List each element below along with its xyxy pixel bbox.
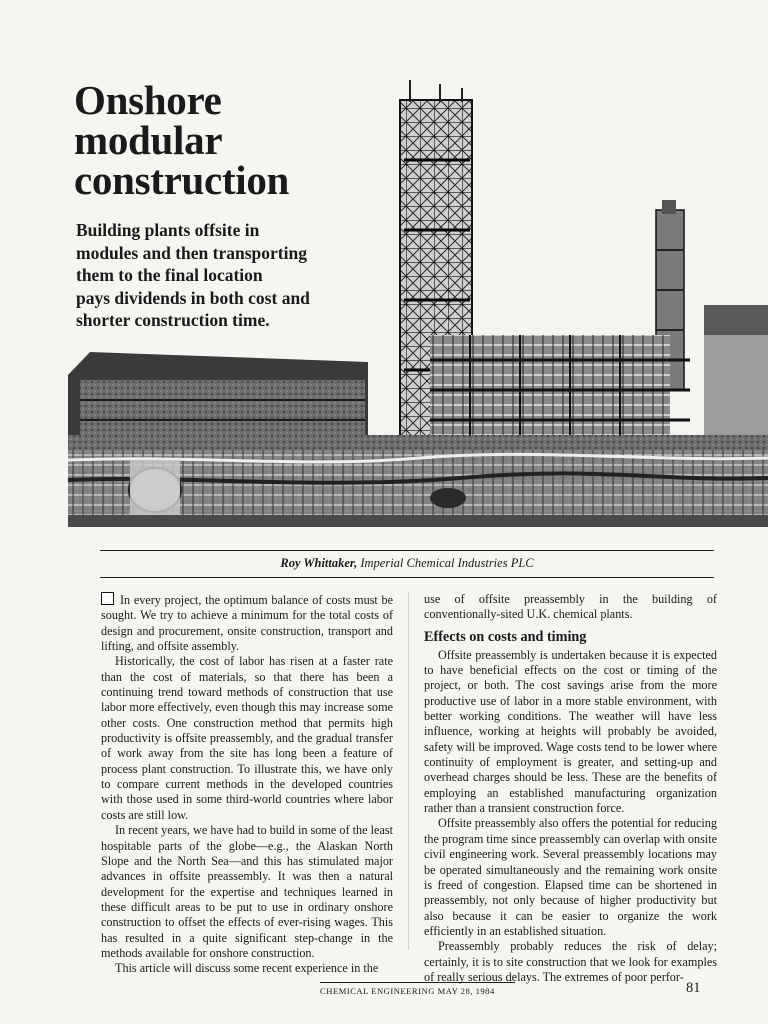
subtitle-line: them to the final location	[76, 265, 263, 286]
title-line: Onshore	[74, 77, 222, 123]
section-start-box-icon	[101, 592, 114, 605]
article-title	[74, 77, 394, 203]
body-column-left	[101, 592, 393, 977]
page-number: 81	[686, 980, 701, 996]
title-line: construction	[74, 157, 290, 203]
body-paragraph: In every project, the optimum balance of costs must be sought. We try to achieve a minimum for the total costs of design and procurement, onsite construction, transport and lifting, and offsite assembly.	[101, 593, 393, 654]
body-paragraph: Offsite preassembly also offers the potential for reducing the program time since preassembly can overlap with onsite civil engineering work. Several preassembly locations may be operated simultaneously and the remaining work onsite is freed of congestion. Elapsed time can be shortened in preassembly, not only because of higher productivity but also because it can be easier to organize the work efficiently in an established situation.	[424, 816, 717, 938]
footer-rule	[320, 982, 515, 983]
body-column-right	[424, 592, 717, 985]
byline-bottom-rule	[100, 577, 714, 578]
body-paragraph: In recent years, we have had to build in some of the least hospitable parts of the globe—e.g., the Alaskan North Slope and the North Sea—and this has stimulated major advances in offsite preassembly. It was then a natural development for the expertise and techniques learned in these difficult areas to be put to use in ordinary onshore construction to offset the effects of ever-rising wages. This has resulted in a quite significant step-change in the methods available for onshore construction.	[101, 823, 393, 960]
body-paragraph: Offsite preassembly is undertaken because it is expected to have beneficial effects on the cost or timing of the project, or both. The cost savings arise from the more productive use of labor in a more stable environment, with better working conditions. The weather will have less influence, working at heights will probably be avoided, safety will be improved. Wage costs tend to be lower where continuity of employment is greater, and setting-up and overhead charges should be less. These are the benefits of employing an established manufacturing organization rather than a transient construction force.	[424, 647, 717, 816]
subtitle-line: pays dividends in both cost and	[76, 287, 310, 308]
journal-footer: CHEMICAL ENGINEERING MAY 28, 1984	[320, 986, 495, 996]
body-paragraph: This article will discuss some recent experience in the	[115, 961, 379, 976]
section-heading: Effects on costs and timing	[424, 628, 587, 645]
body-paragraph: Preassembly probably reduces the risk of delay; certainly, it is to site construction that we look for examples of really serious delays. The extremes of poor perfor-	[424, 939, 717, 984]
subtitle-line: Building plants offsite in	[76, 220, 260, 240]
body-paragraph: use of offsite preassembly in the building of conventionally-sited U.K. chemical plants.	[424, 592, 717, 622]
author-name: Roy Whittaker,	[280, 556, 358, 570]
column-divider	[408, 592, 409, 950]
byline-top-rule	[100, 550, 714, 551]
body-paragraph: Historically, the cost of labor has risen at a faster rate than the cost of materials, so that there has been a continuing trend toward methods of construction that use labor more effectively, even though this may increase some other costs. One construction method that permits high productivity is offsite preassembly, and the gradual transfer of work away from the site has long been a feature of process plant construction. To illustrate this, we have only to compare current methods in the developed countries with those used in some third-world countries where labor costs are still low.	[101, 654, 393, 822]
title-line: modular	[74, 117, 223, 163]
subtitle-line: modules and then transporting	[76, 242, 307, 263]
byline	[100, 556, 714, 571]
article-subtitle	[76, 219, 376, 332]
subtitle-line: shorter construction time.	[76, 310, 270, 331]
author-affiliation: Imperial Chemical Industries PLC	[360, 556, 534, 570]
